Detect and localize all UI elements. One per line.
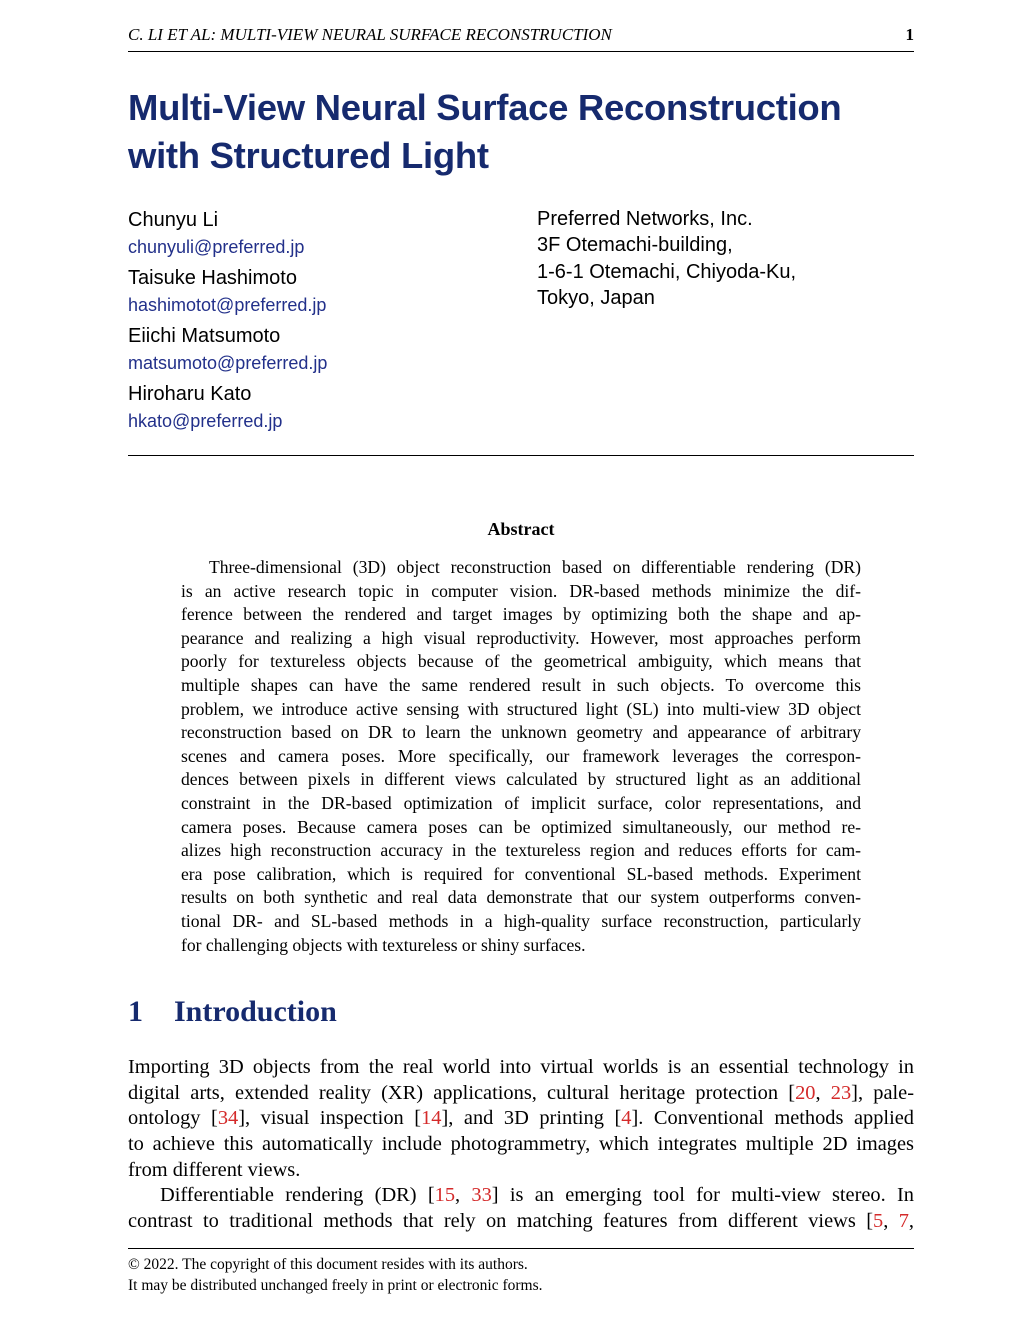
title-block-rule (128, 455, 914, 456)
abstract-body (181, 556, 861, 957)
author-entry (128, 206, 528, 261)
affiliation-line: 1-6-1 Otemachi, Chiyoda-Ku, (537, 260, 797, 283)
copyright-footer (128, 1254, 914, 1296)
abstract-line: dences between pixels in different views calculated by structured light as an additional (181, 769, 861, 790)
section-heading (128, 995, 337, 1029)
citation-link[interactable]: 15 (434, 1184, 456, 1207)
author-email-link[interactable]: hkato@preferred.jp (128, 411, 283, 431)
intro-line (128, 1055, 914, 1081)
author-entry (128, 264, 528, 319)
abstract-line: reconstruction based on DR to learn the unknown geometry and appearance of arbitrary (181, 722, 861, 743)
intro-text: , (815, 1081, 831, 1104)
abstract-line: multiple shapes can have the same rendered result in such objects. To overcome this (181, 674, 861, 695)
intro-text: , (455, 1184, 472, 1207)
abstract-line: pearance and realizing a high visual reproductivity. However, most approaches perform (181, 627, 861, 648)
intro-text: , (908, 1210, 914, 1233)
footer-rule (128, 1248, 914, 1249)
abstract-line: ference between the rendered and target images by optimizing both the shape and ap- (181, 604, 861, 625)
intro-text: Differentiable rendering (DR) [ (160, 1184, 435, 1207)
author-name: Chunyu Li (128, 209, 219, 231)
abstract-line: scenes and camera poses. More specifically, our framework leverages the correspon- (181, 745, 861, 766)
citation-link[interactable]: 33 (471, 1184, 492, 1207)
author-name: Eiichi Matsumoto (128, 325, 281, 347)
intro-text: from different views. (128, 1158, 301, 1181)
running-header (128, 20, 914, 50)
abstract-line: poorly for textureless objects because of the geometrical ambiguity, which means that (181, 651, 861, 672)
intro-line (128, 1183, 914, 1209)
title-line-1: Multi-View Neural Surface Reconstruction (128, 87, 842, 128)
affiliation-line: 3F Otemachi-building, (537, 234, 733, 257)
citation-link[interactable]: 5 (872, 1210, 884, 1233)
author-email-link[interactable]: matsumoto@preferred.jp (128, 353, 328, 373)
footer-line: © 2022. The copyright of this document resides with its authors. (128, 1256, 528, 1273)
affiliation-line: Tokyo, Japan (537, 286, 655, 309)
intro-text: , (883, 1210, 899, 1233)
section-number: 1 (128, 995, 143, 1028)
intro-text: contrast to traditional methods that rely on matching features from different views [ (128, 1210, 873, 1233)
intro-line (128, 1132, 914, 1158)
abstract-line: tional DR- and SL-based methods in a high-quality surface reconstruction, particularly (181, 910, 861, 931)
citation-link[interactable]: 14 (421, 1107, 442, 1130)
citation-link[interactable]: 20 (795, 1081, 816, 1104)
intro-text: ]. Conventional methods applied (631, 1107, 914, 1130)
affiliation-line: Preferred Networks, Inc. (537, 208, 753, 230)
intro-text: to achieve this automatically include photogrammetry, which integrates multiple 2D images (128, 1133, 914, 1156)
footer-line: It may be distributed unchanged freely in print or electronic forms. (128, 1277, 543, 1294)
citation-link[interactable]: 7 (898, 1210, 909, 1233)
author-email-link[interactable]: chunyuli@preferred.jp (128, 237, 305, 257)
introduction-text (128, 1055, 914, 1235)
citation-link[interactable]: 23 (830, 1081, 852, 1104)
author-name: Hiroharu Kato (128, 383, 252, 405)
abstract-line: problem, we introduce active sensing with structured light (SL) into multi-view 3D object (181, 698, 861, 719)
intro-text: ], visual inspection [ (238, 1107, 422, 1130)
intro-text: ], and 3D printing [ (441, 1107, 622, 1130)
citation-link[interactable]: 4 (621, 1107, 632, 1130)
affiliation (537, 206, 917, 311)
running-title: C. LI ET AL: MULTI-VIEW NEURAL SURFACE RECONSTRUCTION (128, 25, 612, 44)
header-rule (128, 51, 914, 52)
author-email-link[interactable]: hashimotot@preferred.jp (128, 295, 327, 315)
abstract-line: camera poses. Because camera poses can be optimized simultaneously, our method re- (181, 816, 861, 837)
intro-line (128, 1106, 914, 1132)
author-name: Taisuke Hashimoto (128, 267, 297, 289)
abstract-line: alizes high reconstruction accuracy in the textureless region and reduces efforts for cam- (181, 840, 861, 861)
abstract-line: results on both synthetic and real data demonstrate that our system outperforms conven- (181, 887, 861, 908)
paper-title (128, 84, 928, 180)
author-entry (128, 380, 528, 435)
intro-text: Importing 3D objects from the real world into virtual worlds is an essential technology in (128, 1056, 914, 1078)
intro-text: ] is an emerging tool for multi-view stereo. In (491, 1184, 914, 1207)
abstract-line: era pose calibration, which is required for conventional SL-based methods. Experiment (181, 863, 861, 884)
intro-text: ], pale- (851, 1081, 914, 1104)
intro-line (128, 1158, 914, 1184)
page-number: 1 (905, 25, 914, 44)
intro-text: ontology [ (128, 1107, 218, 1130)
abstract-line: Three-dimensional (3D) object reconstruction based on differentiable rendering (DR) (209, 557, 861, 577)
abstract-line: for challenging objects with textureless or shiny surfaces. (181, 934, 586, 955)
author-entry (128, 322, 528, 377)
intro-line (128, 1081, 914, 1107)
abstract-line: is an active research topic in computer vision. DR-based methods minimize the dif- (181, 580, 861, 601)
intro-text: digital arts, extended reality (XR) applications, cultural heritage protection [ (128, 1081, 796, 1104)
citation-link[interactable]: 34 (217, 1107, 239, 1130)
title-line-2: with Structured Light (128, 135, 489, 176)
abstract-heading: Abstract (487, 519, 555, 539)
author-list (128, 206, 528, 438)
abstract-line: constraint in the DR-based optimization of implicit surface, color representations, and (181, 792, 861, 813)
section-title: Introduction (174, 995, 337, 1028)
intro-line (128, 1209, 914, 1235)
